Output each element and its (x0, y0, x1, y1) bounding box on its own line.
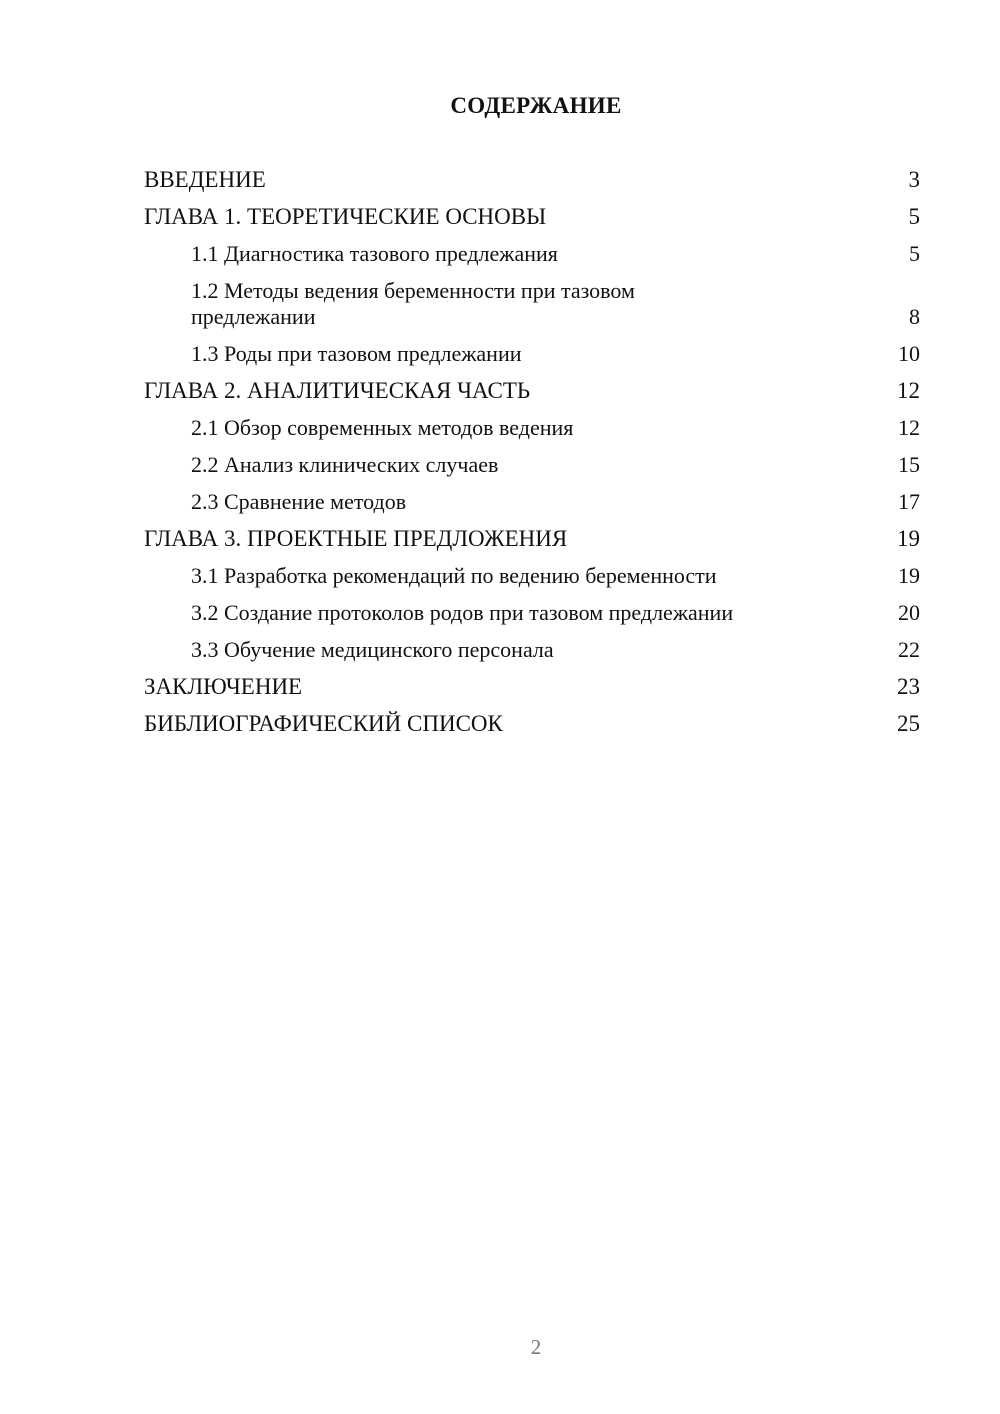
toc-entry-page: 5 (909, 241, 920, 266)
toc-entry-page: 25 (897, 711, 920, 736)
toc-entry-page: 17 (898, 489, 920, 514)
toc-entry-chapter-1[interactable] (144, 204, 920, 230)
toc-entry-page: 22 (898, 637, 920, 662)
toc-entry-text: 1.2 Методы ведения беременности при тазовом предлежании (191, 278, 635, 329)
toc-entry-chapter-2[interactable] (144, 378, 920, 404)
toc-entry-text: ЗАКЛЮЧЕНИЕ (144, 674, 303, 699)
toc-entry-text: 2.2 Анализ клинических случаев (191, 452, 499, 477)
toc-entry-page: 20 (898, 600, 920, 625)
toc-entry-introduction[interactable] (144, 167, 920, 193)
toc-entry-section-2-2[interactable] (144, 452, 920, 478)
toc-entry-page: 19 (897, 526, 920, 551)
toc-entry-section-2-3[interactable] (144, 489, 920, 515)
toc-entry-page: 19 (898, 563, 920, 588)
toc-entry-page: 5 (908, 204, 920, 229)
toc-entry-section-2-1[interactable] (144, 415, 920, 441)
toc-entry-chapter-3[interactable] (144, 526, 920, 552)
toc-entry-text: 1.1 Диагностика тазового предлежания (191, 241, 558, 266)
toc-entry-page: 15 (898, 452, 920, 477)
toc-entry-page: 8 (909, 304, 920, 329)
toc-entry-page: 12 (898, 415, 920, 440)
toc-entry-page: 23 (897, 674, 920, 699)
toc-entry-section-1-3[interactable] (144, 341, 920, 367)
toc-entry-text: 3.1 Разработка рекомендаций по ведению беременности (191, 563, 717, 588)
toc-entry-text: ГЛАВА 3. ПРОЕКТНЫЕ ПРЕДЛОЖЕНИЯ (144, 526, 568, 551)
toc-entry-conclusion[interactable] (144, 674, 920, 700)
toc-entry-text: ГЛАВА 2. АНАЛИТИЧЕСКАЯ ЧАСТЬ (144, 378, 531, 403)
toc-entry-text: 2.1 Обзор современных методов ведения (191, 415, 574, 440)
toc-entry-text: ВВЕДЕНИЕ (144, 167, 266, 192)
toc-entry-section-1-1[interactable] (144, 241, 920, 267)
page-number: 2 (530, 1335, 542, 1359)
table-of-contents (144, 167, 920, 748)
toc-entry-text: 1.3 Роды при тазовом предлежании (191, 341, 522, 366)
page-title: СОДЕРЖАНИЕ (450, 93, 622, 118)
toc-entry-page: 3 (908, 167, 920, 192)
toc-entry-page: 10 (898, 341, 920, 366)
toc-entry-section-3-1[interactable] (144, 563, 920, 589)
toc-entry-section-3-2[interactable] (144, 600, 920, 626)
toc-entry-bibliography[interactable] (144, 711, 920, 737)
toc-entry-text: 3.2 Создание протоколов родов при тазовом предлежании (191, 600, 734, 625)
toc-entry-text: 2.3 Сравнение методов (191, 489, 407, 514)
toc-entry-page: 12 (897, 378, 920, 403)
toc-entry-text: БИБЛИОГРАФИЧЕСКИЙ СПИСОК (144, 711, 503, 736)
toc-entry-text: ГЛАВА 1. ТЕОРЕТИЧЕСКИЕ ОСНОВЫ (144, 204, 547, 229)
toc-entry-text: 3.3 Обучение медицинского персонала (191, 637, 554, 662)
toc-entry-section-1-2[interactable] (144, 278, 920, 330)
toc-entry-section-3-3[interactable] (144, 637, 920, 663)
